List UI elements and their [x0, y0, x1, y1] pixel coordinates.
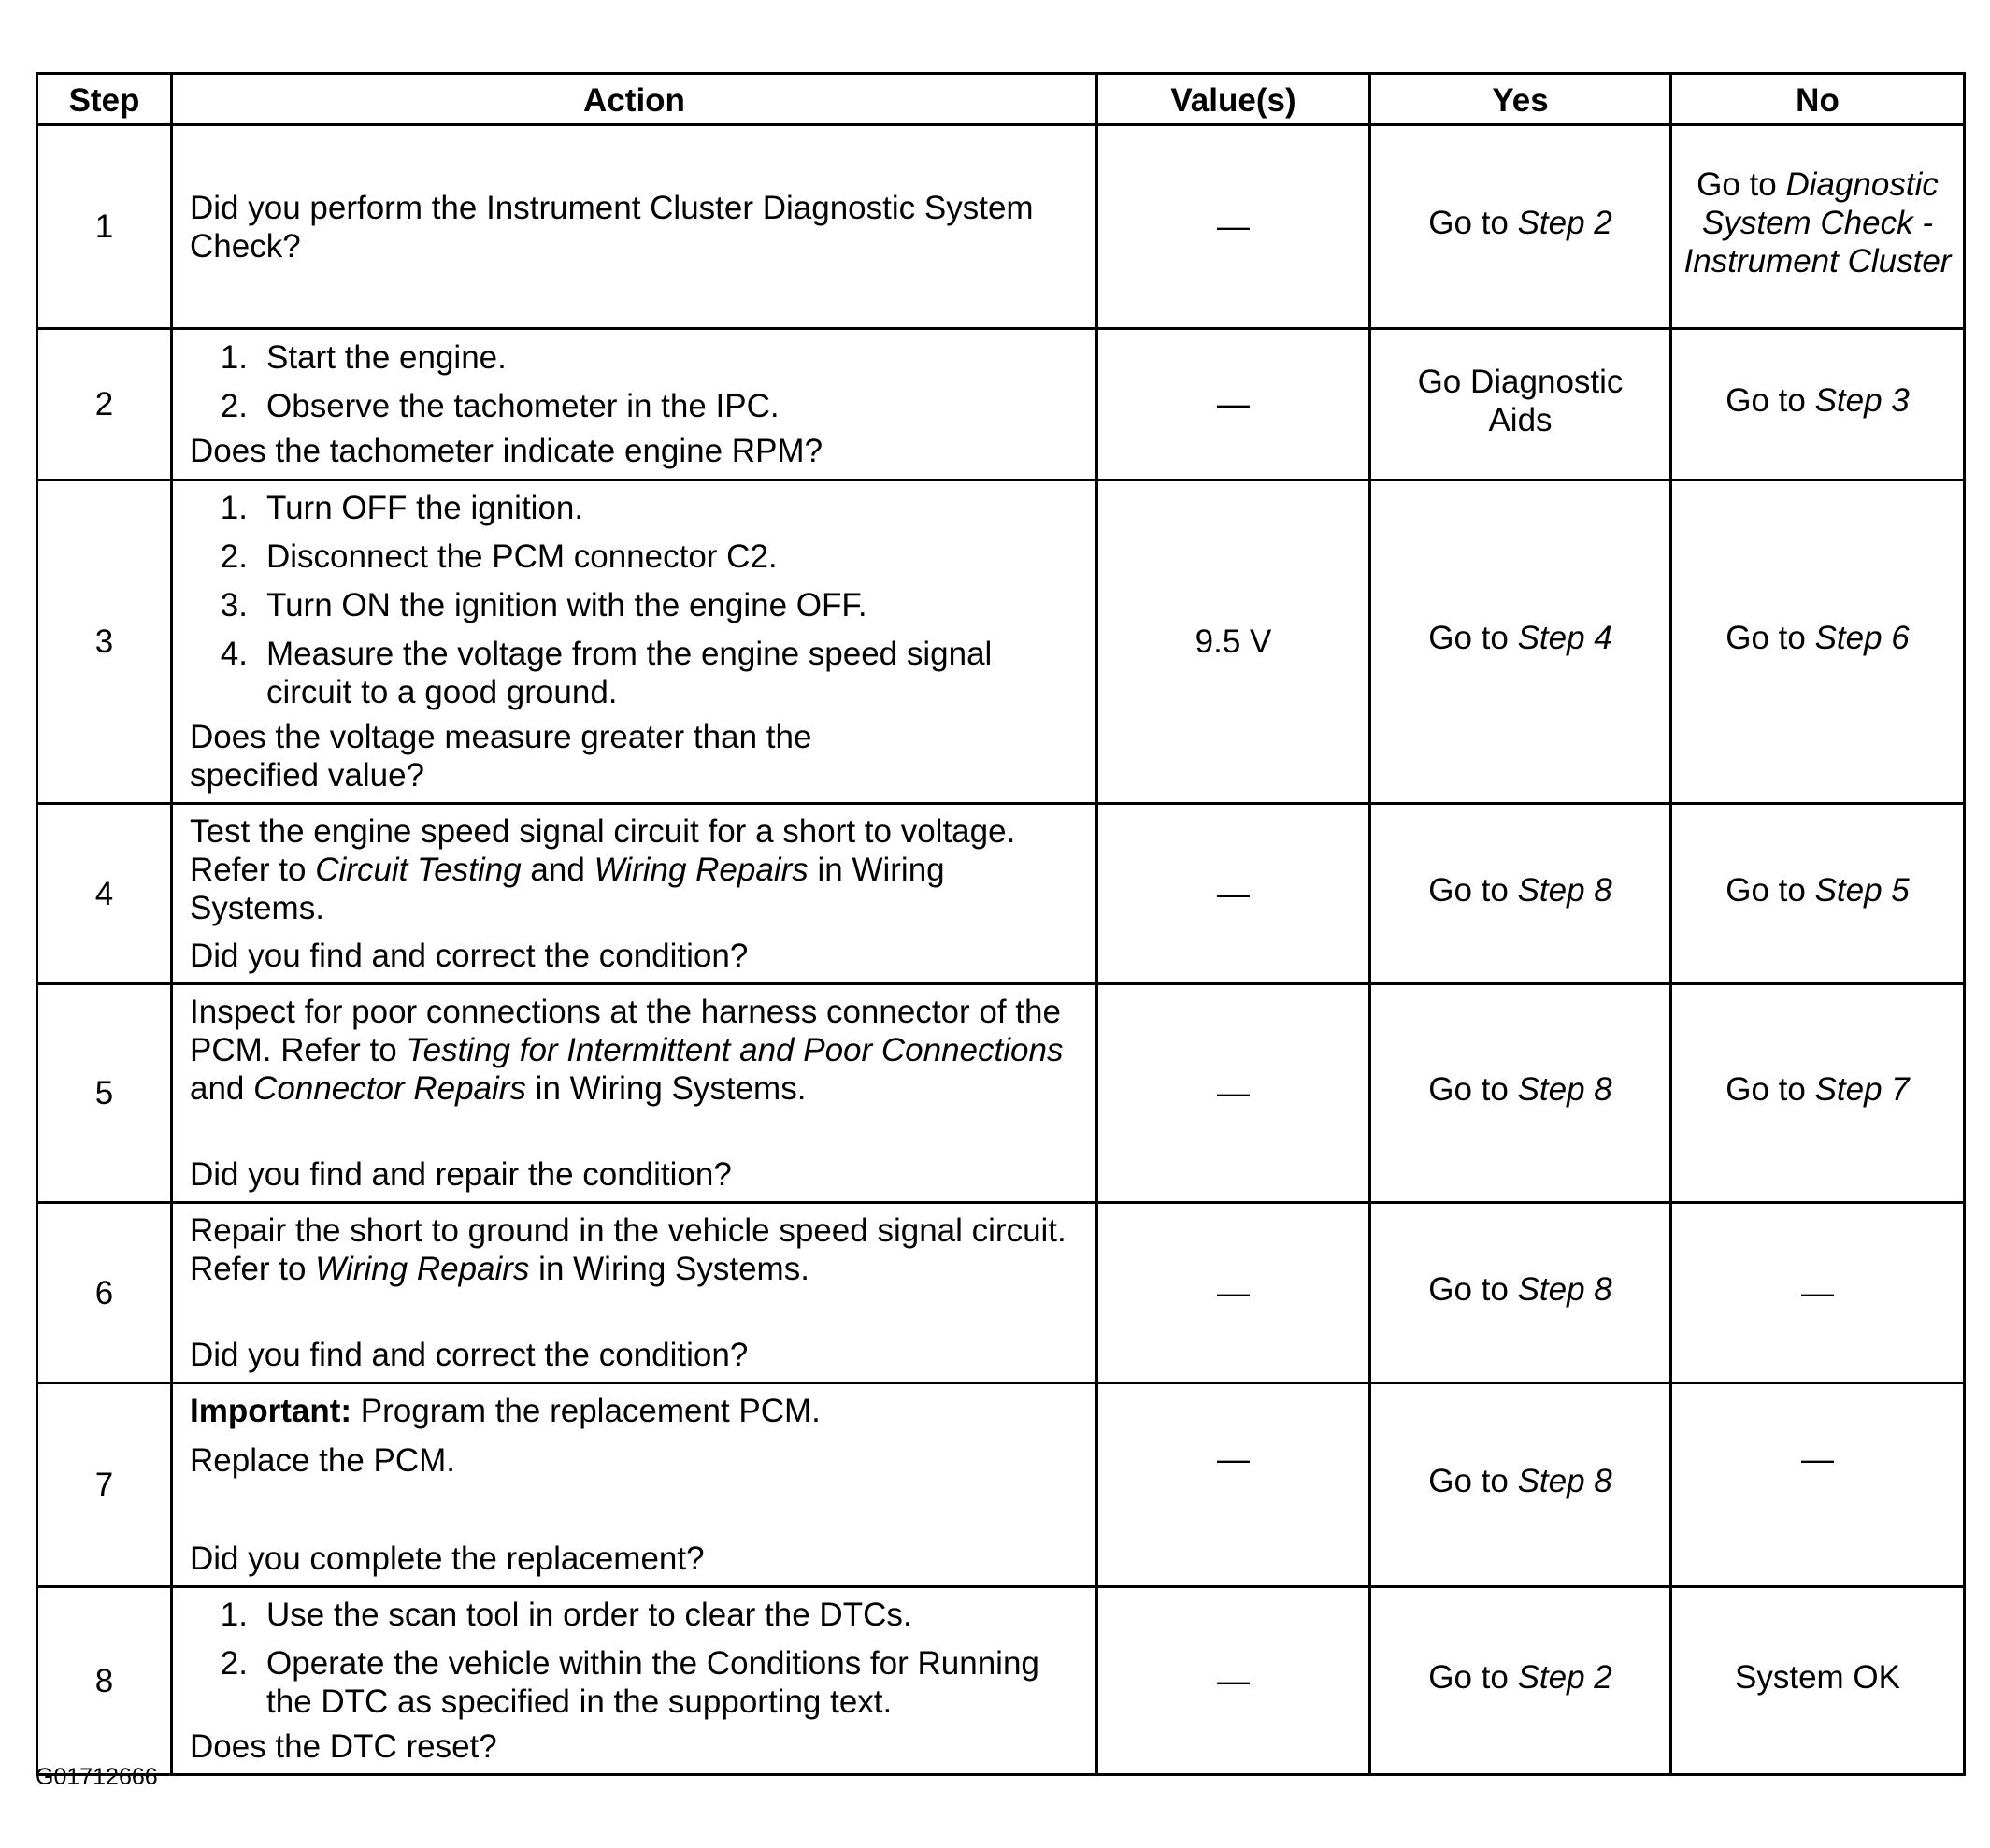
no-prefix: Go to	[1725, 871, 1815, 909]
substep: 2. Disconnect the PCM connector C2.	[220, 538, 778, 575]
no-prefix: Go to	[1725, 620, 1815, 656]
figure-reference-id: G01712666	[36, 1764, 158, 1790]
header-no: No	[1671, 74, 1965, 125]
yes-cell	[1370, 1587, 1671, 1775]
table-row-step-1	[37, 125, 1965, 329]
header-values: Value(s)	[1097, 74, 1370, 125]
action-text: Repair the short to ground in the vehicle speed signal circuit. Refer to Wiring Repairs in Wiring Systems.	[190, 1212, 1067, 1287]
substep: 2. Operate the vehicle within the Conditions for Running the DTC as specified in the supporting text.	[220, 1645, 1039, 1720]
diagnostic-table	[36, 72, 1966, 1776]
no-prefix: Go to	[1725, 1071, 1815, 1108]
header-row	[37, 74, 1965, 125]
action-cell	[172, 804, 1097, 984]
header-yes: Yes	[1370, 74, 1671, 125]
action-question: Does the tachometer indicate engine RPM?	[190, 433, 823, 469]
yes-link[interactable]: Step 8	[1517, 871, 1612, 909]
table-row-step-6	[37, 1203, 1965, 1383]
substep: 1. Start the engine.	[220, 339, 507, 376]
no-link[interactable]: Diagnostic System Check - Instrument Cluster	[1683, 166, 1952, 279]
reference-link[interactable]: Testing for Intermittent and Poor Connections	[406, 1032, 1064, 1068]
no-cell: —	[1671, 1383, 1965, 1587]
no-link[interactable]: Step 5	[1814, 871, 1910, 909]
yes-cell	[1370, 984, 1671, 1203]
yes-link[interactable]: Step 8	[1517, 1071, 1612, 1108]
no-cell: —	[1671, 1203, 1965, 1383]
header-step: Step	[37, 74, 172, 125]
important-note: Important: Program the replacement PCM.	[190, 1393, 821, 1429]
action-text: Test the engine speed signal circuit for a short to voltage. Refer to Circuit Testing and Wiring Repairs in Wiring Systems.	[190, 813, 1016, 926]
step-number: 2	[37, 329, 172, 480]
yes-prefix: Go to	[1428, 1071, 1518, 1108]
action-text: Did you perform the Instrument Cluster Diagnostic System Check?	[190, 189, 1034, 265]
reference-link[interactable]: Connector Repairs	[253, 1070, 526, 1107]
yes-cell	[1370, 804, 1671, 984]
yes-prefix: Go to	[1428, 1270, 1518, 1308]
action-text: Replace the PCM.	[190, 1442, 456, 1479]
substep: 1. Use the scan tool in order to clear the DTCs.	[220, 1597, 912, 1633]
value-cell: —	[1097, 329, 1370, 480]
action-cell	[172, 1383, 1097, 1587]
table-row-step-2	[37, 329, 1965, 480]
value-cell: —	[1097, 1383, 1370, 1587]
yes-cell	[1370, 1383, 1671, 1587]
step-number: 8	[37, 1587, 172, 1775]
no-prefix: Go to	[1697, 166, 1786, 203]
action-cell	[172, 1203, 1097, 1383]
action-text: Inspect for poor connections at the harness connector of the PCM. Refer to Testing for Intermittent and Poor Connections and Connector Repairs in Wiring Systems.	[190, 994, 1064, 1107]
substep-list	[190, 338, 1081, 425]
yes-link[interactable]: Step 8	[1517, 1270, 1612, 1308]
action-cell	[172, 1587, 1097, 1775]
yes-link[interactable]: Step 2	[1517, 1658, 1612, 1696]
table-row-step-5	[37, 984, 1965, 1203]
yes-cell	[1370, 125, 1671, 329]
no-prefix: Go to	[1725, 382, 1815, 419]
header-action: Action	[172, 74, 1097, 125]
action-question: Did you find and correct the condition?	[190, 1337, 749, 1373]
substep: 4. Measure the voltage from the engine speed signal circuit to a good ground.	[220, 636, 993, 710]
value-cell: —	[1097, 984, 1370, 1203]
yes-cell	[1370, 1203, 1671, 1383]
yes-cell	[1370, 480, 1671, 804]
step-number: 1	[37, 125, 172, 329]
table-row-step-8	[37, 1587, 1965, 1775]
action-cell	[172, 480, 1097, 804]
yes-prefix: Go to	[1428, 871, 1518, 909]
step-number: 7	[37, 1383, 172, 1587]
substep-list	[190, 1596, 1081, 1721]
substep: 3. Turn ON the ignition with the engine OFF.	[220, 587, 867, 623]
no-cell	[1671, 480, 1965, 804]
no-cell	[1671, 125, 1965, 329]
action-question: Does the voltage measure greater than the specified value?	[190, 719, 812, 794]
action-question: Does the DTC reset?	[190, 1728, 497, 1765]
no-cell	[1671, 329, 1965, 480]
action-question: Did you find and correct the condition?	[190, 938, 749, 974]
no-link[interactable]: Step 3	[1814, 382, 1910, 419]
substep: 2. Observe the tachometer in the IPC.	[220, 388, 780, 424]
value-cell: —	[1097, 804, 1370, 984]
step-number: 4	[37, 804, 172, 984]
value-cell: —	[1097, 1587, 1370, 1775]
table-row-step-7	[37, 1383, 1965, 1587]
table-row-step-4	[37, 804, 1965, 984]
step-number: 5	[37, 984, 172, 1203]
yes-prefix: Go to	[1428, 1463, 1518, 1499]
step-number: 6	[37, 1203, 172, 1383]
no-link[interactable]: Step 7	[1814, 1071, 1910, 1108]
table-row-step-3	[37, 480, 1965, 804]
yes-text[interactable]: Go Diagnostic Aids	[1417, 363, 1624, 438]
value-cell: 9.5 V	[1097, 480, 1370, 804]
no-link[interactable]: Step 6	[1814, 620, 1910, 656]
yes-cell	[1370, 329, 1671, 480]
action-cell	[172, 984, 1097, 1203]
value-cell: —	[1097, 1203, 1370, 1383]
substep-list	[190, 489, 1081, 711]
substep: 1. Turn OFF the ignition.	[220, 490, 584, 526]
action-question: Did you complete the replacement?	[190, 1540, 705, 1577]
value-cell: —	[1097, 125, 1370, 329]
yes-prefix: Go to	[1428, 620, 1518, 656]
action-question: Did you find and repair the condition?	[190, 1156, 732, 1193]
important-label: Important:	[190, 1393, 352, 1429]
yes-prefix: Go to	[1428, 1658, 1518, 1696]
yes-prefix: Go to	[1428, 205, 1518, 241]
yes-link[interactable]: Step 4	[1517, 620, 1612, 656]
reference-link[interactable]: Wiring Repairs	[594, 852, 809, 888]
action-cell	[172, 329, 1097, 480]
yes-link[interactable]: Step 8	[1517, 1463, 1612, 1499]
reference-link[interactable]: Wiring Repairs	[315, 1251, 530, 1287]
no-cell	[1671, 984, 1965, 1203]
step-number: 3	[37, 480, 172, 804]
no-cell: System OK	[1671, 1587, 1965, 1775]
reference-link[interactable]: Circuit Testing	[315, 852, 522, 888]
no-cell	[1671, 804, 1965, 984]
action-cell	[172, 125, 1097, 329]
yes-link[interactable]: Step 2	[1517, 205, 1612, 241]
